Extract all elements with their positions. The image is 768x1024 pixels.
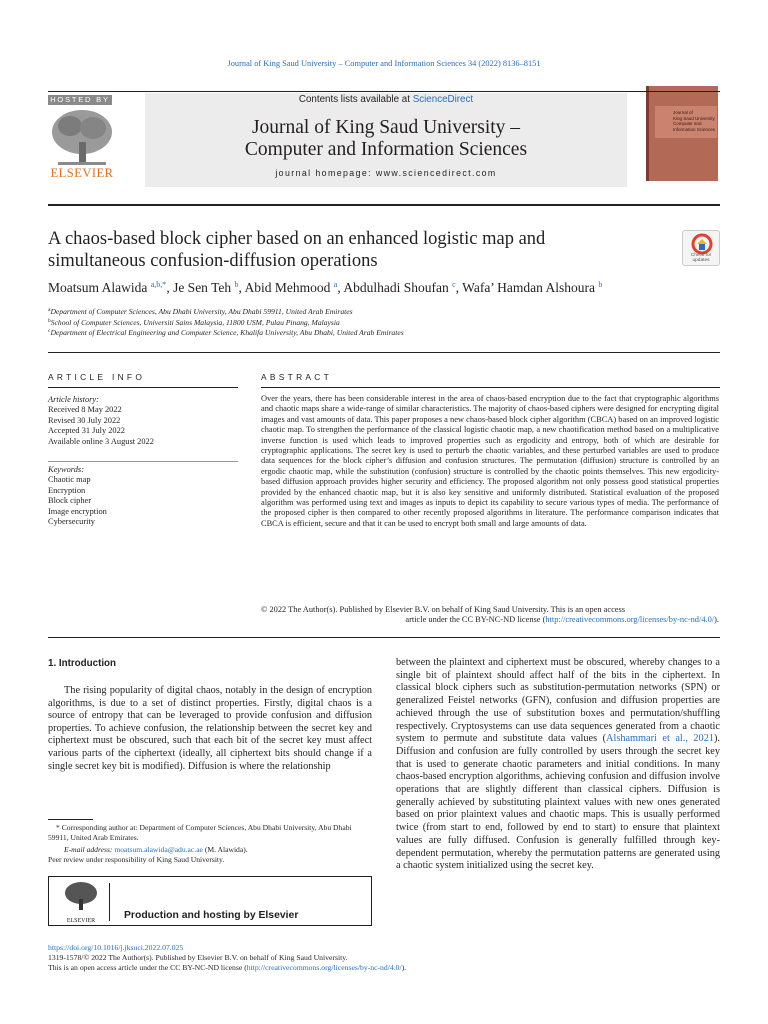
masthead-bottom-rule [48, 204, 720, 206]
cover-text-2: King Saud University [673, 115, 715, 121]
oa-license-link[interactable]: http://creativecommons.org/licenses/by-nc-nd/4.0/ [246, 963, 402, 973]
journal-title-line2: Computer and Information Sciences [244, 139, 528, 160]
production-text: Production and hosting by Elsevier [124, 910, 299, 921]
masthead-top-rule [48, 91, 720, 92]
copyright-prefix: article under the CC BY-NC-ND license ( [405, 615, 546, 625]
elsevier-wordmark: ELSEVIER [50, 166, 114, 180]
author-affil-marker[interactable]: c [452, 280, 456, 289]
keyword: Cybersecurity [48, 517, 95, 527]
abstract-text: Over the years, there has been considerable interest in the area of chaos-based encryption due to the fact that cryptographic algorithms and chaotic maps share a wide-range of similar characteristics. The majority of chaos-based ciphers were designed for encrypting digital images and vast amounts of data. This paper proposes a new chaos-based block cipher algorithm (CBCA) based on an improved logistic chaotic map. To strengthen the performance of the classical logistic chaotic map, a new chaotification method based on a multiplicative inverse function is used which leads to improved properties such as ergodicity and entropy, both of which are desirable for cryptographic applications. The secret key is used to perturb the chaotic variables, and these perturbed variables are used to produce data sequences for the block cipher’s diffusion and confusion structures. The permutation (diffusion) structure is controlled by an ergodic chaotic map, while the substitution (confusion) structure is controlled by the chaotic points themselves. This new ergodicity-based diffusion approach provides higher security and efficiency. The proposed algorithm not only possess good statistical properties provided by the enhanced chaotic map, but it is also key sensitive and uniformly distributed. Statistical evaluation of the proposed algorithm was performed using text and images as inputs to depict its capability to secure various types of media. The performance of the proposed cipher is then compared to other recently proposed algorithms in literature. The performance comparison indicates that CBCA is efficient, secure and that it can be used to encrypt both small and large amounts of data. [261, 394, 719, 528]
author-affil-marker[interactable]: b [598, 280, 603, 289]
license-link[interactable]: http://creativecommons.org/licenses/by-nc-nd/4.0/ [545, 615, 715, 625]
production-box [48, 876, 372, 926]
author-name[interactable]: Wafa’ Hamdan Alshoura [462, 280, 596, 295]
abstract-rule [261, 387, 720, 388]
keyword: Encryption [48, 485, 86, 495]
history-item: Revised 30 July 2022 [48, 415, 121, 425]
cover-text-1: Journal of [673, 110, 693, 115]
oa-prefix: This is an open access article under the CC BY-NC-ND license ( [48, 963, 247, 973]
copyright-suffix: ). [714, 615, 719, 625]
copyright-line1: © 2022 The Author(s). Published by Elsevier B.V. on behalf of King Saud University. This is an open access [261, 605, 626, 614]
keyword: Chaotic map [48, 475, 91, 485]
history-item: Available online 3 August 2022 [48, 436, 154, 446]
author-name[interactable]: Abdulhadi Shoufan [343, 280, 449, 295]
homepage-prefix: journal homepage: [275, 168, 376, 178]
copyright-line2 [261, 615, 719, 625]
journal-masthead [145, 93, 627, 187]
keywords-block [48, 465, 218, 527]
intro-text-part1: between the plaintext and ciphertext must be obscured, whereby changes to a single bit of plaintext should affect half of the bits in the ciphertext. In classical block ciphers such as substitution-permutation networks (SPN) or generalized Feistel networks (GFN), confusion and diffusion properties are achieved through the use of substitution boxes and permutation/shuffling respectively. Cryptosystems can use data sequences generated from a chaotic system to permute and substitute data values ( [396, 657, 720, 745]
oa-suffix: ). [401, 963, 407, 973]
check-for-updates-button[interactable] [682, 230, 720, 266]
journal-citation[interactable]: Journal of King Saud University – Computer and Information Sciences 34 (2022) 8136–8151 [227, 59, 541, 68]
cover-text-4: Information Sciences [673, 126, 716, 132]
author-affil-marker[interactable]: a [333, 280, 338, 289]
intro-text-part2: ). Diffusion and confusion are fully controlled by users through the secret key that is used to generate chaotic parameters and initial conditions. In many chaos-based encryption algorithms, achieving confusion and diffusion involve operations that are slightly different than classical ciphers. Diffusion is generally achieved by substituting plaintext values with new ones generated based on prior plaintext values and chaotic maps. This is usually performed twice (from start to end, followed by end to start) to ensure that plaintext values are fully diffused. Confusion is generally fulfilled through key-dependent permutation, whereby the permutation patterns are generated using a chaotic system initialized using the secret key. [396, 733, 721, 872]
email-link[interactable]: moatsum.alawida@adu.ac.ae [114, 845, 203, 854]
elsevier-small-logo [61, 881, 101, 924]
affiliation [48, 328, 728, 337]
elsevier-tree-small-icon [61, 881, 101, 913]
journal-title-line1: Journal of King Saud University – [251, 117, 521, 138]
corresponding-author-note: * Corresponding author at: Department of Computer Sciences, Abu Dhabi University, Abu Dhabi 59911, United Arab Emirates. [48, 823, 352, 842]
keywords-rule [48, 461, 238, 462]
history-item: Received 8 May 2022 [48, 405, 122, 415]
check-updates-label: Check for updates [690, 253, 712, 263]
email-note [48, 845, 372, 855]
production-divider [109, 883, 110, 921]
footnote-rule [48, 819, 93, 820]
author-name[interactable]: Moatsum Alawida [48, 280, 148, 295]
section-heading-introduction: 1. Introduction [48, 658, 117, 669]
contents-line [145, 94, 627, 105]
author-name[interactable]: Abid Mehmood [244, 280, 331, 295]
affiliation [48, 318, 728, 327]
history-label: Article history: [48, 395, 99, 404]
journal-homepage [145, 168, 627, 178]
peer-review-note: Peer review under responsibility of King Saud University. [48, 855, 225, 864]
affiliation-marker: b [48, 318, 51, 324]
author-name[interactable]: Je Sen Teh [173, 280, 232, 295]
article-info-heading: ARTICLE INFO [48, 372, 146, 382]
affiliation [48, 307, 728, 316]
paper-title [48, 228, 648, 272]
email-suffix: (M. Alawida). [202, 845, 248, 854]
article-history [48, 395, 218, 447]
body-column-left [48, 685, 372, 773]
citation-link[interactable]: Alshammari et al., 2021 [606, 733, 714, 745]
author-affil-marker[interactable]: a,b,* [150, 280, 167, 289]
open-access-line [48, 963, 406, 973]
keyword: Image encryption [48, 506, 107, 516]
contents-prefix: Contents lists available at [298, 94, 413, 105]
homepage-link[interactable]: www.sciencedirect.com [375, 168, 497, 178]
journal-title [145, 117, 627, 161]
issn-line: 1319-1578/© 2022 The Author(s). Published by Elsevier B.V. on behalf of King Saud University. [48, 953, 348, 963]
affiliation-marker: a [48, 307, 51, 313]
body-column-right [396, 657, 720, 873]
paper-title-line1: A chaos-based block cipher based on an enhanced logistic map and [48, 229, 546, 249]
author-list: Moatsum Alawida $^{a,b,*}$, Je Sen Teh $^b$, Abid Mehmood $^a$, Abdulhadi Shoufan $^c$, Wafa’ Hamdan Alshoura $^b$ [48, 280, 603, 295]
sciencedirect-link[interactable]: ScienceDirect [412, 94, 474, 105]
abstract-heading: ABSTRACT [261, 372, 333, 382]
keywords-label: Keywords: [48, 465, 84, 474]
abstract-copyright [261, 605, 719, 626]
affiliation-text: Department of Computer Sciences, Abu Dhabi University, Abu Dhabi 59911, United Arab Emirates [50, 307, 353, 316]
intro-paragraph: The rising popularity of digital chaos, notably in the design of encryption algorithms, is due to a set of distinct properties. Firstly, digital chaos is a source of entropy that can be leveraged to provide confusion and diffusion properties. To achieve confusion, the relationship between the secret key and ciphertext must be obscured, such that each bit of the secret key must affect various parts of the ciphertext (ideally, all ciphertext bits should change if a single secret key bit is modified). Diffusion is where the relationship [48, 685, 372, 772]
paper-title-line2: simultaneous confusion-diffusion operations [48, 251, 378, 271]
history-item: Accepted 31 July 2022 [48, 426, 125, 436]
cover-text-3: Computer and [673, 121, 702, 126]
doi-link[interactable]: https://doi.org/10.1016/j.jksuci.2022.07.025 [48, 943, 184, 952]
affiliation-marker: c [48, 328, 51, 334]
affiliation-text: Department of Electrical Engineering and Computer Science, Khalifa University, Abu Dhabi, United Arab Emirates [50, 328, 404, 337]
email-label: E-mail address: [64, 845, 115, 854]
header-separator-rule [48, 352, 720, 353]
page-footer [48, 943, 406, 974]
elsevier-small-wordmark: ELSEVIER [66, 918, 96, 924]
affiliation-text: School of Computer Sciences, Universiti Sains Malaysia, 11800 USM, Pulau Pinang, Malaysia [50, 318, 340, 327]
journal-cover-thumbnail[interactable] [646, 86, 718, 181]
article-info-rule [48, 387, 238, 388]
hosted-by-label: HOSTED BY [48, 95, 112, 105]
keyword: Block cipher [48, 496, 92, 506]
abstract-bottom-rule [48, 637, 720, 638]
author-affil-marker[interactable]: b [234, 280, 239, 289]
cover-text [673, 110, 715, 132]
